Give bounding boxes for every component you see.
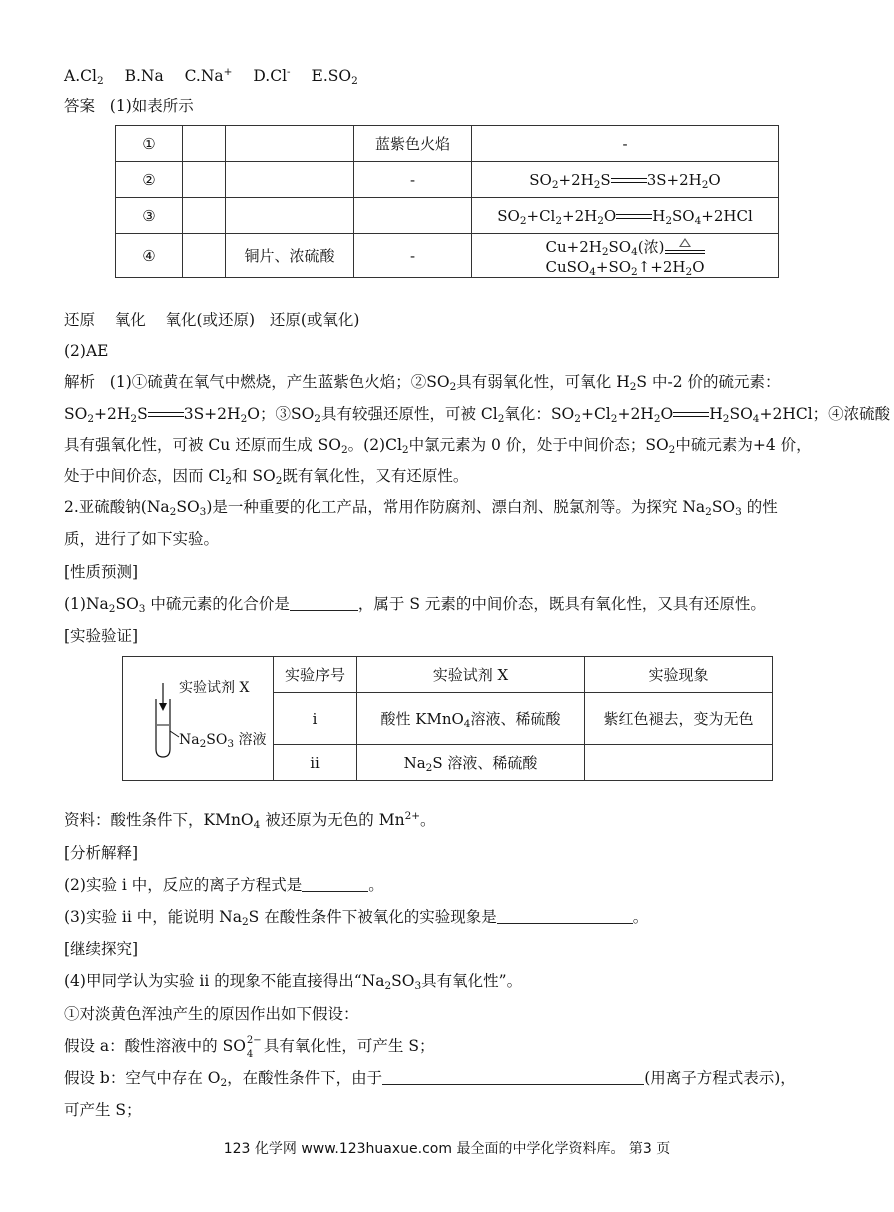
table-row: ② - $SO_2+2H_2S$ $3S+2H_2O$ [116, 162, 779, 198]
answer-blank[interactable] [302, 875, 368, 892]
question-2-part-4: (4)甲同学认为实验 ii 的现象不能直接得出“$Na_2SO_3$具有氧化性”。 [64, 972, 523, 992]
equation-h2s: $SO_2+2H_2S$ $3S+2H_2O$ [472, 162, 779, 198]
analysis-line-2: $SO_2+2H_2S$ $3S+2H_2O$；$③SO_2$具有较强还原性，可被 $Cl_2$氧化：$SO_2+Cl_2+2H_2O$ $H_2SO_4+2HCl$；④浓硫酸 [64, 405, 891, 425]
section-further: [继续探究] [64, 940, 139, 958]
analysis-line-1: 解析 (1)①硫黄在氧气中燃烧，产生蓝紫色火焰；$②SO_2$具有弱氧化性，可氧化 $H_2S$ 中-2 价的硫元素： [64, 373, 781, 393]
solution-label: $Na_2SO_3$ 溶液 [179, 731, 267, 750]
equation-cl2: $SO_2+Cl_2+2H_2O$ $H_2SO_4+2HCl$ [472, 198, 779, 234]
section-prediction: [性质预测] [64, 563, 139, 581]
heat-symbol-icon [665, 238, 705, 258]
answer-blank[interactable] [382, 1068, 644, 1085]
answer-blank[interactable] [290, 594, 358, 611]
equation-cu: $Cu+2H_2SO_4$(浓) $CuSO_4+SO_2↑+2H_2O$ [472, 234, 779, 278]
answer-2: (2)AE [64, 342, 109, 360]
question-2-part-4-1: ①对淡黄色浑浊产生的原因作出如下假设： [64, 1005, 359, 1023]
apparatus-cell: 实验试剂 X $Na_2SO_3$ 溶液 [123, 657, 274, 781]
experiment-table [122, 656, 773, 781]
answer-table [115, 125, 779, 278]
question-2-intro: 2.亚硫酸钠$(Na_2SO_3)$是一种重要的化工产品，常用作防腐剂、漂白剂、脱氯剂等。为探究 $Na_2SO_3$ 的性 [64, 498, 778, 518]
hypothesis-b: 假设 b：空气中存在 $O_2$，在酸性条件下，由于 (用离子方程式表示)， [64, 1069, 796, 1089]
reference-info: 资料：酸性条件下，KMnO$_4$ 被还原为无色的 $Mn^{2+}$。 [64, 810, 436, 831]
table-row: ④ 铜片、浓硫酸 - $Cu+2H_2SO_4$(浓) $CuSO_4+SO_2↑+2H_2O$ [116, 234, 779, 278]
hypothesis-a: 假设 a：酸性溶液中的 SO 2− 4 具有氧化性，可产生 S； [64, 1035, 435, 1060]
answer-blank[interactable] [497, 907, 633, 924]
property-answers: 还原 氧化 氧化(或还原) 还原(或氧化) [64, 311, 360, 329]
question-2-intro-cont: 质，进行了如下实验。 [64, 530, 220, 548]
question-2-part-3: (3)实验 ii 中，能说明 $Na_2S$ 在酸性条件下被氧化的实验现象是 。 [64, 908, 649, 928]
page-footer: 123 化学网 www.123huaxue.com 最全面的中学化学资料库。 第3 页 [223, 1141, 671, 1157]
section-analysis: [分析解释] [64, 844, 139, 862]
table-row: 实验试剂 X $Na_2SO_3$ 溶液 实验序号 实验试剂 X 实验现象 [123, 657, 773, 693]
table-row: ③ $SO_2+Cl_2+2H_2O$ $H_2SO_4+2HCl$ [116, 198, 779, 234]
section-verification: [实验验证] [64, 627, 139, 645]
analysis-line-4: 处于中间价态，因而 $Cl_2$和 $SO_2$既有氧化性，又有还原性。 [64, 467, 469, 487]
hypothesis-b-cont: 可产生 S； [64, 1101, 142, 1119]
table-row: i 酸性 KMnO$_4$溶液、稀硫酸 紫红色褪去，变为无色 [123, 693, 773, 745]
table-row: ii $Na_2S$ 溶液、稀硫酸 [123, 745, 773, 781]
question-2-part-1: $(1)Na_2SO_3$ 中硫元素的化合价是 ，属于 S 元素的中间价态，既具有氧化性，又具有还原性。 [64, 595, 766, 615]
table-row: ① 蓝紫色火焰 - [116, 126, 779, 162]
answer-options: $A.Cl_2$ B.Na C.Na+ D.Cl- $E.SO_2$ [64, 66, 358, 87]
answer-heading: 答案 (1)如表所示 [64, 97, 194, 115]
question-2-part-2: (2)实验 i 中，反应的离子方程式是 。 [64, 876, 384, 894]
analysis-line-3: 具有强氧化性，可被 Cu 还原而生成 $SO_2$。$(2)Cl_2$中氯元素为 0 价，处于中间价态；$SO_2$中硫元素为+4 价， [64, 436, 812, 456]
